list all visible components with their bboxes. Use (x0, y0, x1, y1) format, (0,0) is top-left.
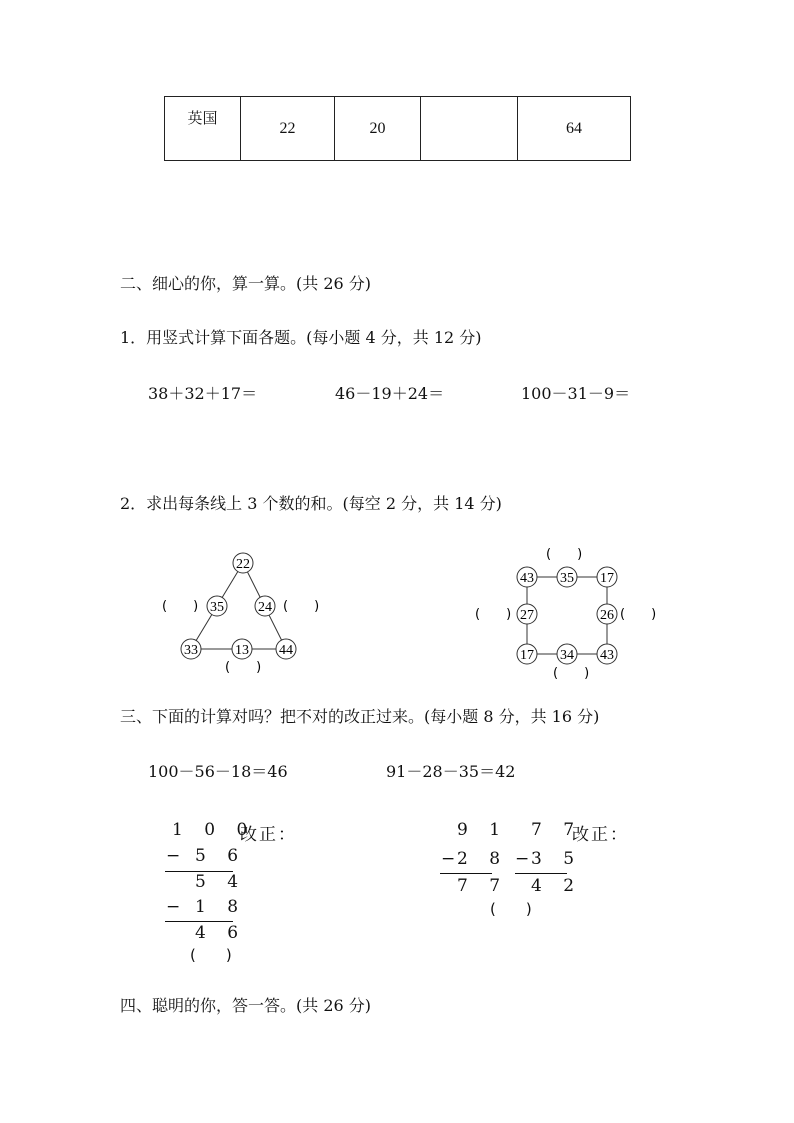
svg-text:35: 35 (210, 600, 224, 615)
table-cell: 22 (241, 97, 335, 161)
answer-blank: ( ) (490, 900, 532, 918)
triangle-node-bottom-left (181, 639, 201, 659)
svg-text:33: 33 (184, 643, 198, 658)
svg-text:24: 24 (258, 600, 272, 615)
answer-blank: ( ) (162, 599, 199, 614)
triangle-node-top (233, 553, 253, 573)
triangle-diagram (150, 540, 340, 680)
calc-row: 5 6 (195, 846, 247, 866)
table-row (165, 97, 631, 161)
problem-1: 100－56－18＝46 (148, 762, 288, 781)
correction-label: 改正： (572, 825, 629, 845)
expression-1: 38＋32＋17＝ (148, 384, 258, 403)
calc-row: 1 0 0 (172, 820, 256, 840)
table-cell: 64 (518, 97, 631, 161)
section-2-title: 二、细心的你，算一算。(共 26 分) (120, 274, 372, 293)
triangle-node-bottom-mid (232, 639, 252, 659)
square-node-bottom-right (597, 644, 617, 664)
answer-blank: ( ) (475, 607, 512, 622)
svg-text:17: 17 (600, 571, 614, 586)
problem-2: 91－28－35＝42 (386, 762, 516, 781)
svg-text:13: 13 (235, 643, 249, 658)
answer-blank: ( ) (225, 660, 262, 675)
calc-row: 5 4 (195, 872, 247, 892)
svg-text:17: 17 (520, 648, 534, 663)
triangle-node-bottom-right (276, 639, 296, 659)
answer-blank: ( ) (546, 547, 583, 562)
svg-text:34: 34 (560, 648, 574, 663)
svg-text:27: 27 (520, 608, 534, 623)
svg-text:43: 43 (520, 571, 534, 586)
square-node-right-mid (597, 604, 617, 624)
minus-sign: − (166, 897, 181, 917)
section-3-title: 三、下面的计算对吗？把不对的改正过来。(每小题 8 分，共 16 分) (120, 707, 600, 726)
data-table (164, 96, 631, 161)
calc-row: 4 2 (531, 876, 583, 896)
answer-blank: ( ) (283, 599, 320, 614)
svg-text:35: 35 (560, 571, 574, 586)
svg-text:44: 44 (279, 643, 293, 658)
question-2-title: 2．求出每条线上 3 个数的和。(每空 2 分，共 14 分) (120, 494, 502, 513)
table-cell (421, 97, 518, 161)
square-diagram (470, 540, 670, 685)
triangle-node-left-mid (207, 596, 227, 616)
calc-row: 3 5 (531, 849, 583, 869)
expression-2: 46－19＋24＝ (335, 384, 445, 403)
svg-text:43: 43 (600, 648, 614, 663)
table-cell: 20 (335, 97, 421, 161)
calc-row: 9 1 (457, 820, 509, 840)
square-node-top-right (597, 567, 617, 587)
svg-text:22: 22 (236, 557, 250, 572)
calc-row: 4 6 (195, 923, 247, 943)
square-node-top-mid (557, 567, 577, 587)
calc-underline (440, 873, 492, 874)
calc-row: 2 8 (457, 849, 509, 869)
calc-underline (165, 921, 233, 922)
expression-3: 100－31－9＝ (521, 384, 631, 403)
table-cell: 英国 (165, 97, 241, 161)
square-node-top-left (517, 567, 537, 587)
answer-blank: ( ) (620, 607, 657, 622)
minus-sign: − (166, 846, 181, 866)
square-node-bottom-left (517, 644, 537, 664)
answer-blank: ( ) (190, 946, 232, 964)
section-4-title: 四、聪明的你，答一答。(共 26 分) (120, 996, 372, 1015)
triangle-node-right-mid (255, 596, 275, 616)
calc-underline (515, 873, 567, 874)
svg-text:26: 26 (600, 608, 614, 623)
answer-blank: ( ) (553, 666, 590, 681)
question-1-title: 1．用竖式计算下面各题。(每小题 4 分，共 12 分) (120, 328, 482, 347)
calc-row: 7 7 (531, 820, 583, 840)
correction-label: 改正： (240, 825, 297, 845)
calc-row: 1 8 (195, 897, 247, 917)
minus-sign: − (441, 849, 456, 869)
calc-row: 7 7 (457, 876, 509, 896)
minus-sign: − (515, 849, 530, 869)
square-node-bottom-mid (557, 644, 577, 664)
square-node-left-mid (517, 604, 537, 624)
